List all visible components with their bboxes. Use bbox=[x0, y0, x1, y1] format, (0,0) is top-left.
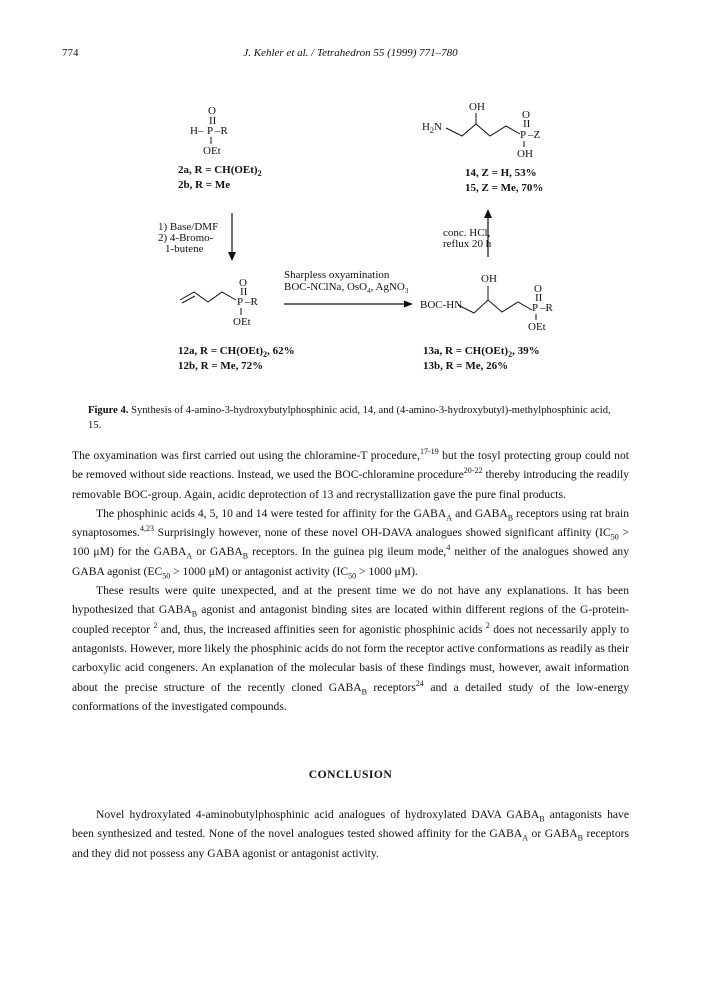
c14-z-group: –Z bbox=[528, 129, 541, 141]
c12-phosphorus: P bbox=[237, 296, 244, 308]
c2-double-bond: II bbox=[209, 115, 217, 127]
step-1-reagent-1: 1) Base/DMF bbox=[158, 221, 219, 233]
compound-13 bbox=[420, 273, 554, 372]
step-3-arrow bbox=[443, 209, 492, 257]
compound-12 bbox=[178, 277, 295, 372]
paragraph-4: Novel hydroxylated 4-aminobutylphosphinic acid analogues of hydroxylated DAVA $GABA_B$ antagonists have been synthesized and tested. None of the novel analogues tested showed affinity for the $GABA_A$ or $GABA_B$ receptors and they did not possess any GABA agonist or antagonist activity. bbox=[72, 808, 629, 860]
c2-label-b: 2b, R = Me bbox=[178, 179, 231, 191]
c14-oxygen: O bbox=[522, 109, 530, 121]
c13-label-a: 13a, $R = CH(OEt)_2$, 39% bbox=[423, 345, 540, 359]
step-1-arrow bbox=[158, 213, 236, 261]
reaction-scheme bbox=[0, 0, 701, 400]
c13-label-b: 13b, R = Me, 26% bbox=[423, 360, 509, 372]
step-2-reagent-1: Sharpless oxyamination bbox=[284, 269, 390, 281]
step-2-arrow bbox=[284, 269, 413, 308]
c14-amine: $H_2N$ bbox=[422, 121, 442, 135]
c13-phosphorus: P bbox=[532, 302, 539, 314]
paragraph-2: The phosphinic acids 4, 5, 10 and 14 were tested for affinity for the $GABA_A$ and $GABA_B$ receptors using rat brain synaptosomes.$^{4,23}$ Surprisingly however, none of these novel OH-DAVA analogues showed significant affinity ($IC_{50} > 100$ μM) for the $GABA_A$ or $GABA_B$ receptors. In the guinea pig ileum mode,$^4$ neither of the analogues showed any GABA agonist ($EC_{50} > 1000$ μM) or antagonist activity ($IC_{50} > 1000$ μM). bbox=[72, 506, 630, 581]
c14-acid-hydroxyl: OH bbox=[517, 148, 533, 160]
figure-caption bbox=[88, 403, 618, 433]
c12-ethoxy: OEt bbox=[233, 316, 251, 328]
c15-label-b: 15, Z = Me, 70% bbox=[465, 182, 544, 194]
c13-double-bond: II bbox=[535, 292, 543, 304]
conclusion-heading: CONCLUSION bbox=[308, 768, 393, 781]
compound-14-15 bbox=[422, 101, 543, 194]
c13-r-group: –R bbox=[540, 302, 553, 314]
c2-ethoxy: OEt bbox=[203, 145, 221, 157]
caption-text: Synthesis of 4-amino-3-hydroxybutylphosphinic acid, 14, and (4-amino-3-hydroxybutyl)-methylphosphinic acid, 15. bbox=[88, 405, 611, 431]
c2-hydrogen: H– bbox=[190, 125, 204, 137]
c14-phosphorus: P bbox=[520, 129, 527, 141]
compound-2 bbox=[178, 105, 262, 191]
c14-hydroxyl: OH bbox=[469, 101, 485, 113]
step-3-reagent-1: conc. HCl, bbox=[443, 227, 491, 239]
c13-oxygen: O bbox=[534, 283, 542, 295]
paragraph-1: The oxyamination was first carried out using the chloramine-T procedure,$^{17-19}$ but the tosyl protecting group could not be removed without side reactions. Instead, we used the BOC-chloramine procedure$^{20-22}$ thereby introducing the readily removable BOC-group. Again, acidic deprotection of 13 and recrystallization gave the pure final products. bbox=[72, 447, 629, 501]
step-1-reagent-2: 2) 4-Bromo- bbox=[158, 232, 214, 244]
c13-boc-amine: BOC-HN bbox=[420, 299, 463, 311]
c13-ethoxy: OEt bbox=[528, 321, 546, 333]
step-3-reagent-2: reflux 20 h bbox=[443, 238, 492, 250]
c12-r-group: –R bbox=[245, 296, 258, 308]
c2-r-group: –R bbox=[215, 125, 228, 137]
running-header: J. Kehler et al. / Tetrahedron 55 (1999) 771–780 bbox=[243, 47, 458, 59]
step-1-reagent-3: 1-butene bbox=[165, 243, 204, 255]
c2-label-a: 2a, $R = CH(OEt)_2$ bbox=[178, 164, 262, 178]
c12-double-bond: II bbox=[240, 286, 248, 298]
page-number: 774 bbox=[62, 47, 79, 59]
c12-label-a: 12a, $R = CH(OEt)_2$, 62% bbox=[178, 345, 295, 359]
c12-label-b: 12b, R = Me, 72% bbox=[178, 360, 264, 372]
results-section bbox=[72, 446, 629, 716]
c2-oxygen: O bbox=[208, 105, 216, 117]
conclusion-section bbox=[72, 805, 629, 863]
c12-oxygen: O bbox=[239, 277, 247, 289]
c2-phosphorus: P bbox=[207, 125, 214, 137]
figure-label: Figure 4. bbox=[88, 405, 129, 416]
c13-hydroxyl: OH bbox=[481, 273, 497, 285]
step-2-reagent-2: BOC-NClNa, OsO$_4$, AgNO$_3$ bbox=[284, 281, 409, 295]
c14-label-a: 14, Z = H, 53% bbox=[465, 167, 537, 179]
paragraph-3: These results were quite unexpected, and at the present time we do not have any explanations. It has been hypothesized that $GABA_B$ agonist and antagonist binding sites are located within different regions of the G-protein-coupled receptor $^2$ and, thus, the increased affinities seen for agonistic phosphinic acids $^2$ does not necessarily apply to antagonists. However, more likely the phosphinic acids do not form the receptor active conformations as readily as their carboxylic acid congeners. An explanation of the molecular basis of these findings must, however, await information about the precise structure of the recently cloned $GABA_B$ receptors$^{24}$ and a detailed study of the low-energy conformations of the investigated compounds. bbox=[72, 584, 629, 713]
c14-double-bond: II bbox=[523, 118, 531, 130]
